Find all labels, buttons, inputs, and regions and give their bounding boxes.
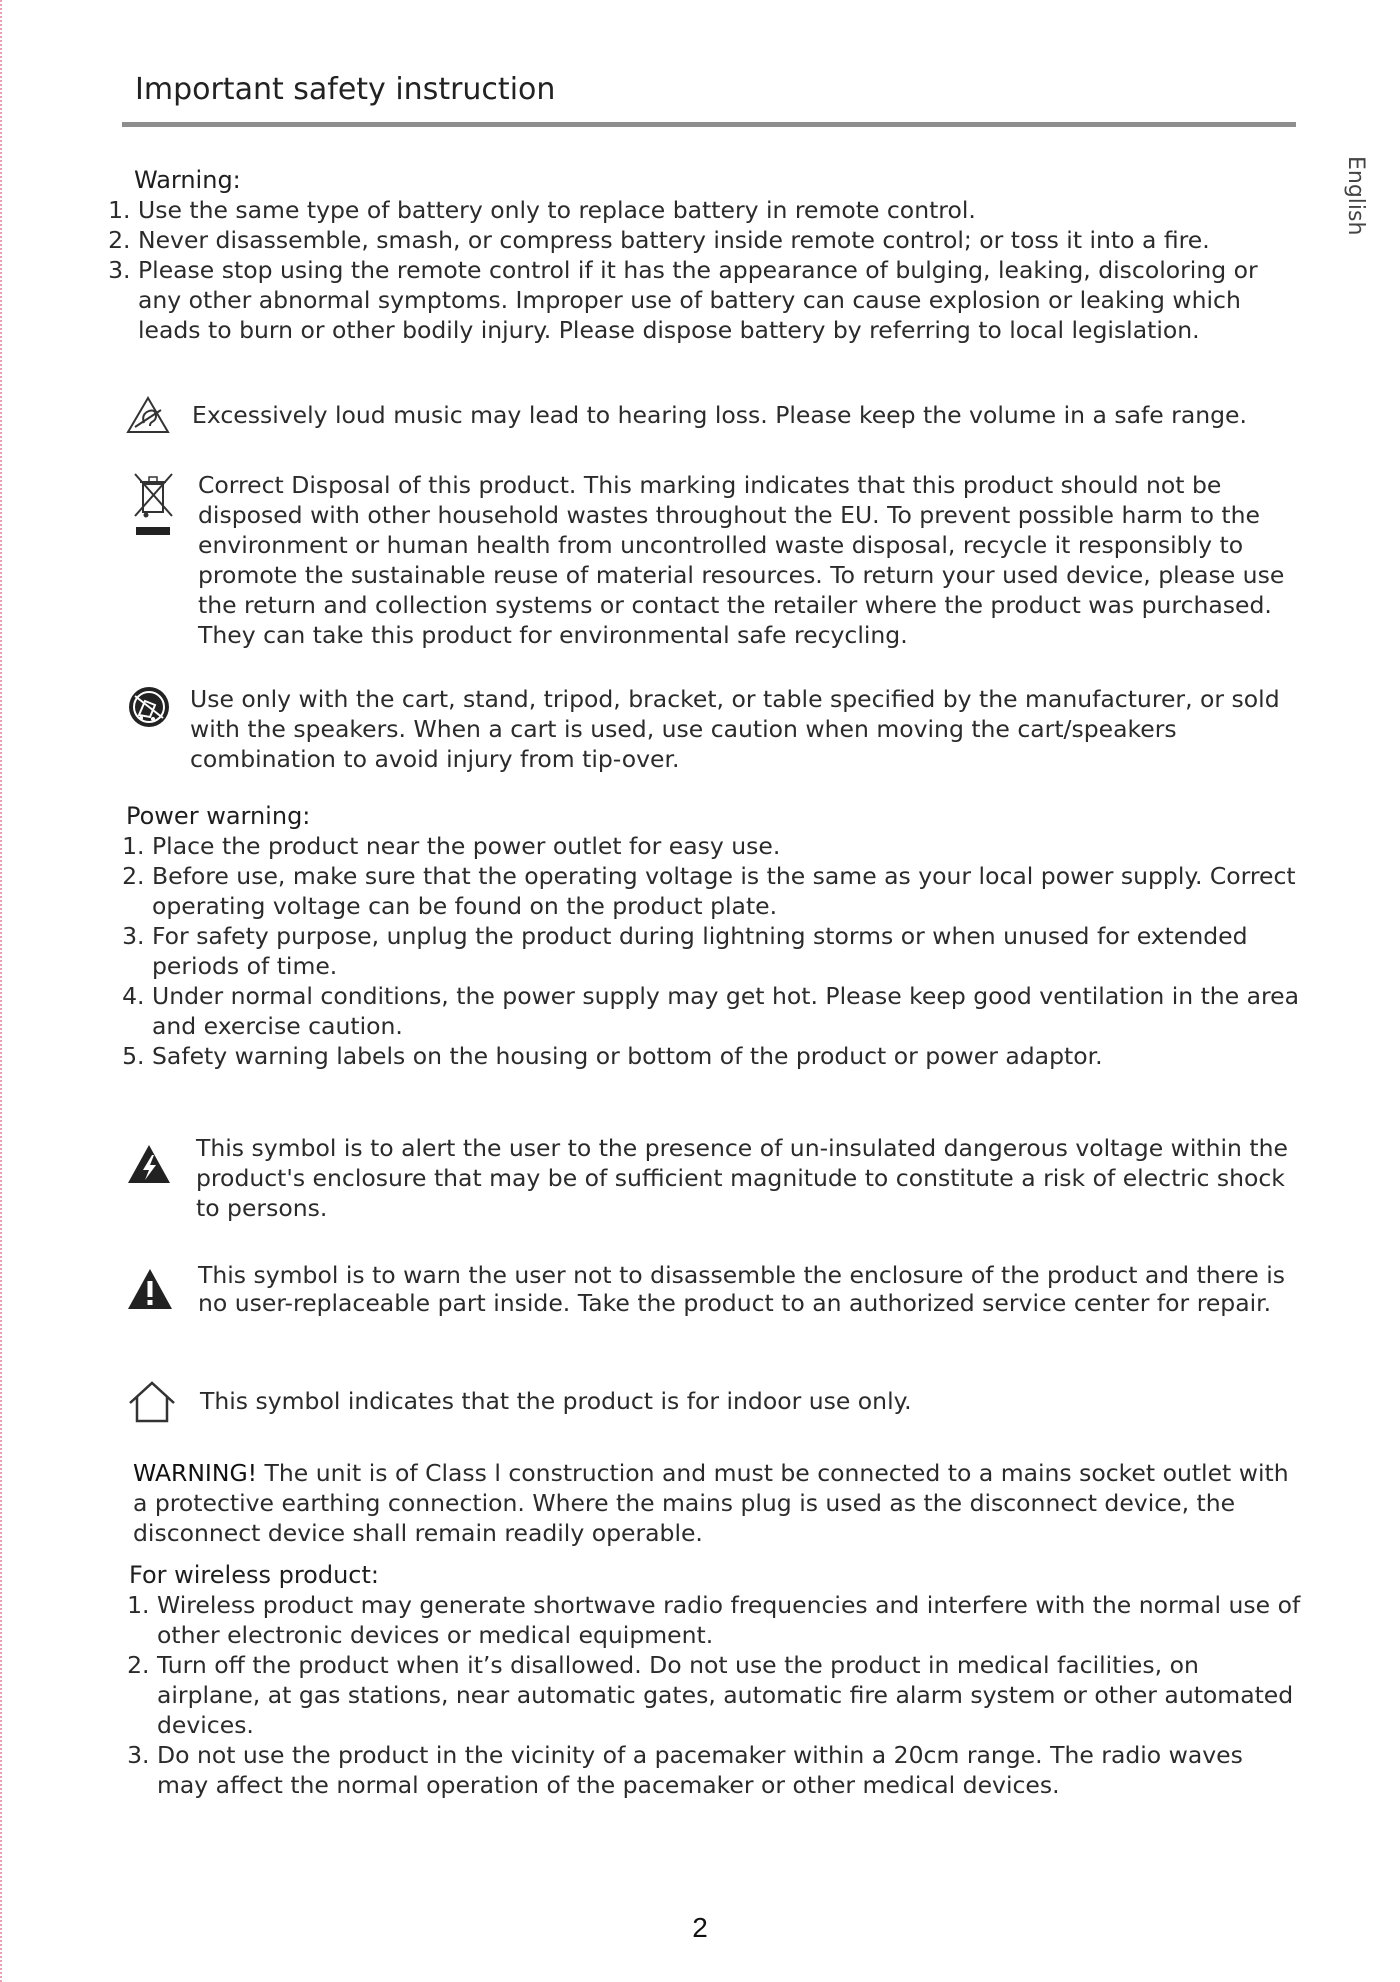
voltage-symbol-notice [126, 1133, 1298, 1223]
battery-warning-item: 3. Please stop using the remote control if it has the appearance of bulging, leaking, discoloring or any other abnormal symptoms. Improper use of battery can cause explosion or leaking which leads to burn or other bodily injury. Please dispose battery by referring to local legislation. [138, 255, 1299, 345]
wireless-section [129, 1560, 1301, 1800]
wireless-item: 1. Wireless product may generate shortwave radio frequencies and interfere with the normal use of other electronic devices or medical equipment. [157, 1590, 1301, 1650]
no-disassemble-text: This symbol is to warn the user not to disassemble the enclosure of the product and there is no user-replaceable part inside. Take the product to an authorized service center for repair. [198, 1261, 1285, 1317]
title-rule [122, 122, 1296, 127]
exclamation-triangle-icon [126, 1261, 198, 1315]
power-warning-item: 3. For safety purpose, unplug the product during lightning storms or when unused for extended periods of time. [152, 921, 1302, 981]
cart-tip-over-icon [126, 684, 190, 734]
voltage-symbol-text: This symbol is to alert the user to the presence of un-insulated dangerous voltage within the product's enclosure that may be of sufficient magnitude to constitute a risk of electric shock to persons. [196, 1134, 1288, 1222]
lightning-triangle-icon [126, 1133, 196, 1189]
hearing-text: Excessively loud music may lead to hearing loss. Please keep the volume in a safe range. [192, 401, 1247, 429]
page-left-edge [0, 0, 2, 1982]
disposal-text: Correct Disposal of this product. This marking indicates that this product should not be disposed with other household wastes throughout the EU. To prevent possible harm to the environment or human health from uncontrolled waste disposal, recycle it responsibly to promote the sustainable reuse of material resources. To return your used device, please use the return and collection systems or contact the retailer where the product was purchased. They can take this product for environmental safe recycling. [198, 471, 1285, 649]
cart-notice [126, 684, 1298, 774]
house-icon [128, 1381, 200, 1427]
power-warning-heading: Power warning: [126, 802, 311, 830]
class1-warning [133, 1458, 1301, 1548]
hearing-notice [126, 396, 1296, 438]
crossed-bin-icon [132, 470, 198, 544]
class1-paragraph [133, 1458, 1301, 1548]
power-warning-item: 1. Place the product near the power outlet for easy use. [152, 831, 1302, 861]
power-warning-item: 4. Under normal conditions, the power supply may get hot. Please keep good ventilation in the area and exercise caution. [152, 981, 1302, 1041]
power-warning-item: 5. Safety warning labels on the housing or bottom of the product or power adaptor. [152, 1041, 1302, 1071]
battery-warning-item: 2. Never disassemble, smash, or compress battery inside remote control; or toss it into a fire. [138, 225, 1299, 255]
battery-warning-heading: Warning: [134, 166, 241, 194]
page-number: 2 [692, 1912, 708, 1943]
wireless-heading: For wireless product: [129, 1561, 379, 1589]
power-warning-section [126, 801, 1302, 1071]
power-warning-item: 2. Before use, make sure that the operating voltage is the same as your local power supply. Correct operating voltage can be found on the product plate. [152, 861, 1302, 921]
class1-warning-text: The unit is of Class l construction and must be connected to a mains socket outlet with a protective earthing connection. Where the mains plug is used as the disconnect device, the disconnect device shall remain readily operable. [133, 1459, 1289, 1547]
page-title: Important safety instruction [135, 72, 556, 107]
wireless-item: 3. Do not use the product in the vicinity of a pacemaker within a 20cm range. The radio waves may affect the normal operation of the pacemaker or other medical devices. [157, 1740, 1301, 1800]
cart-text: Use only with the cart, stand, tripod, bracket, or table specified by the manufacturer, or sold with the speakers. When a cart is used, use caution when moving the cart/speakers combination to avoid injury from tip-over. [190, 685, 1280, 773]
battery-warning-item: 1. Use the same type of battery only to replace battery in remote control. [138, 195, 1299, 225]
indoor-use-text: This symbol indicates that the product is for indoor use only. [200, 1387, 912, 1415]
indoor-use-notice [128, 1381, 1298, 1427]
language-tab: English [1343, 156, 1368, 236]
hearing-warning-icon [126, 396, 192, 438]
no-disassemble-notice [126, 1261, 1298, 1317]
class1-warning-label: WARNING! [133, 1459, 258, 1487]
battery-warning-section [134, 165, 1299, 345]
wireless-item: 2. Turn off the product when it’s disallowed. Do not use the product in medical facilities, on airplane, at gas stations, near automatic gates, automatic fire alarm system or other automated devices. [157, 1650, 1301, 1740]
disposal-notice [132, 470, 1298, 650]
